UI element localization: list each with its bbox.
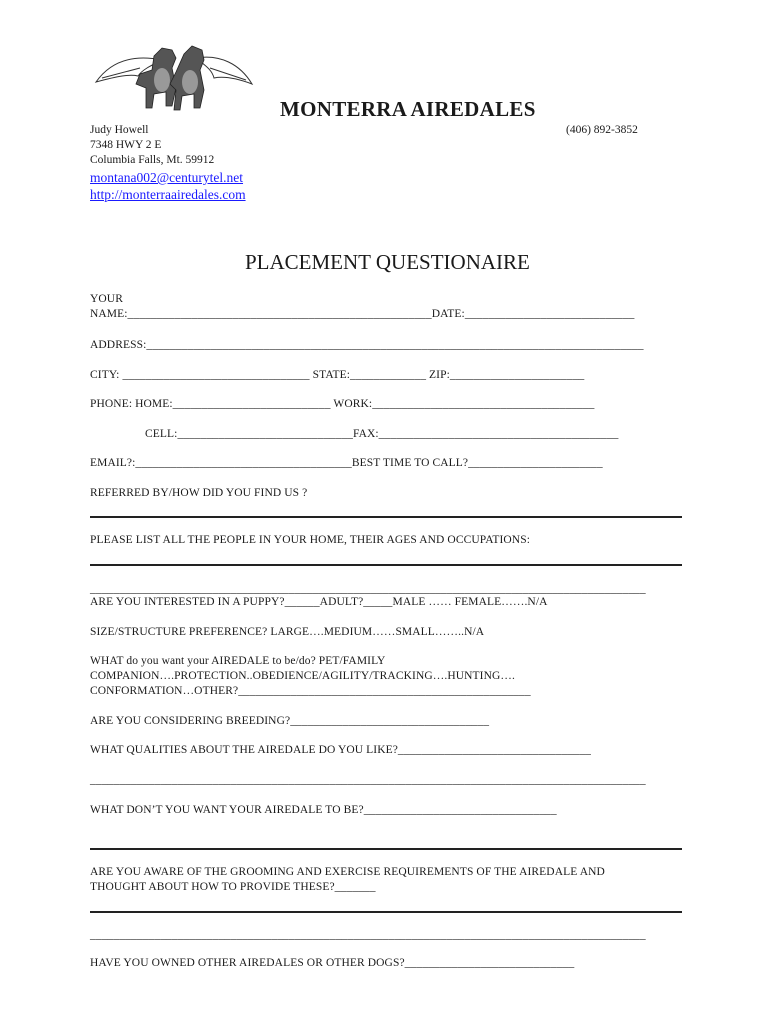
form-heading: PLACEMENT QUESTIONAIRE: [245, 250, 530, 274]
website-link[interactable]: http://monterraairedales.com: [90, 187, 246, 202]
cell-fax-field[interactable]: CELL:______________________________FAX:_________________________________________: [145, 428, 619, 440]
owned-dogs-question[interactable]: HAVE YOU OWNED OTHER AIREDALES OR OTHER DOGS?_____________________________: [90, 957, 575, 969]
contact-name: Judy Howell: [90, 124, 149, 136]
people-in-home-question: PLEASE LIST ALL THE PEOPLE IN YOUR HOME, THEIR AGES AND OCCUPATIONS:: [90, 534, 530, 546]
kennel-phone: (406) 892-3852: [566, 124, 638, 136]
divider: [90, 564, 682, 566]
answer-blank-line[interactable]: _______________________________________________________________________________________________: [90, 774, 646, 786]
divider: [90, 848, 682, 850]
kennel-title: MONTERRA AIREDALES: [280, 97, 536, 121]
city-state-zip-field[interactable]: CITY: ________________________________ STATE:_____________ ZIP:_______________________: [90, 369, 585, 381]
answer-blank-line[interactable]: _______________________________________________________________________________________________: [90, 583, 646, 595]
grooming-question-line1: ARE YOU AWARE OF THE GROOMING AND EXERCISE REQUIREMENTS OF THE AIREDALE AND: [90, 866, 605, 878]
phone-home-work-field[interactable]: PHONE: HOME:___________________________ WORK:______________________________________: [90, 398, 595, 410]
email-best-time-field[interactable]: EMAIL?:_____________________________________BEST TIME TO CALL?_______________________: [90, 457, 603, 469]
puppy-adult-question[interactable]: ARE YOU INTERESTED IN A PUPPY?______ADULT?_____MALE …… FEMALE…….N/A: [90, 596, 548, 608]
what-want-question-line2: COMPANION….PROTECTION..OBEDIENCE/AGILITY/TRACKING….HUNTING….: [90, 670, 515, 682]
size-preference-question: SIZE/STRUCTURE PREFERENCE? LARGE….MEDIUM……SMALL……..N/A: [90, 626, 485, 638]
divider: [90, 516, 682, 518]
referred-by-question: REFERRED BY/HOW DID YOU FIND US ?: [90, 487, 308, 499]
name-date-field[interactable]: NAME:____________________________________________________DATE:_____________________________: [90, 308, 635, 320]
answer-blank-line[interactable]: _______________________________________________________________________________________________: [90, 929, 646, 941]
contact-street: 7348 HWY 2 E: [90, 139, 162, 151]
airedale-dogs-with-wings-icon: [92, 40, 256, 114]
qualities-question[interactable]: WHAT QUALITIES ABOUT THE AIREDALE DO YOU LIKE?_________________________________: [90, 744, 591, 756]
what-want-question-line1: WHAT do you want your AIREDALE to be/do? PET/FAMILY: [90, 655, 386, 667]
your-name-label-line1: YOUR: [90, 293, 123, 305]
email-link[interactable]: montana002@centurytel.net: [90, 170, 244, 185]
address-field[interactable]: ADDRESS:_____________________________________________________________________________________: [90, 339, 644, 351]
grooming-question-line2[interactable]: THOUGHT ABOUT HOW TO PROVIDE THESE?_______: [90, 881, 376, 893]
breeding-question[interactable]: ARE YOU CONSIDERING BREEDING?__________________________________: [90, 715, 490, 727]
divider: [90, 911, 682, 913]
what-want-question-line3[interactable]: CONFORMATION…OTHER?__________________________________________________: [90, 685, 531, 697]
dont-want-question[interactable]: WHAT DON’T YOU WANT YOUR AIREDALE TO BE?_________________________________: [90, 804, 557, 816]
contact-city: Columbia Falls, Mt. 59912: [90, 154, 215, 166]
